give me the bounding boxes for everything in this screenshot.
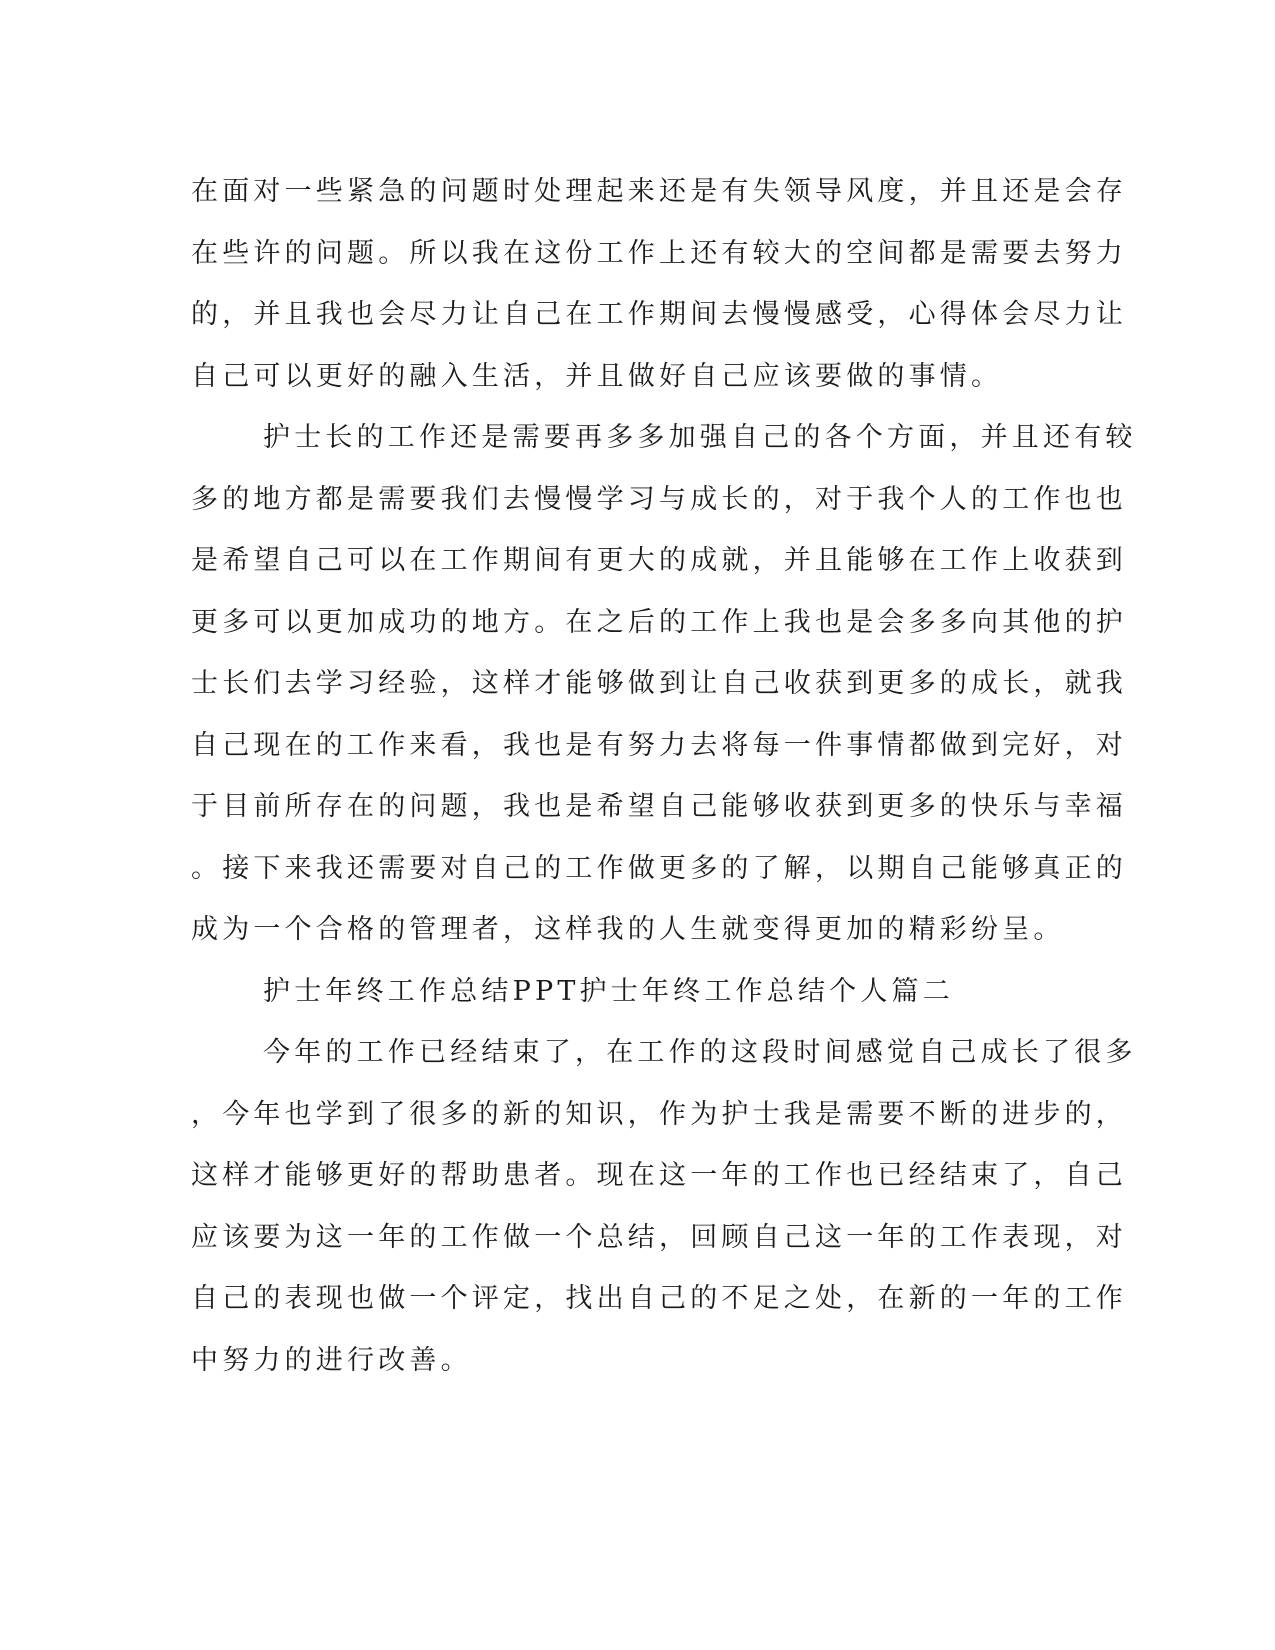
text-line: 自己现在的工作来看，我也是有努力去将每一件事情都做到完好，对 — [191, 729, 1127, 761]
section-heading — [191, 961, 1071, 1023]
text-line: 中努力的进行改善。 — [191, 1344, 472, 1376]
paragraph — [191, 161, 1127, 407]
text-line: 。接下来我还需要对自己的工作做更多的了解，以期自己能够真正的 — [191, 852, 1127, 884]
text-line: 成为一个合格的管理者，这样我的人生就变得更加的精彩纷呈。 — [191, 914, 1065, 945]
text-line: 护士长的工作还是需要再多多加强自己的各个方面，并且还有较 — [263, 422, 1137, 453]
text-line: 这样才能够更好的帮助患者。现在这一年的工作也已经结束了，自己 — [191, 1160, 1127, 1191]
text-line: 今年的工作已经结束了，在工作的这段时间感觉自己成长了很多 — [263, 1037, 1137, 1068]
paragraph — [191, 407, 1137, 961]
text-line: 自己的表现也做一个评定，找出自己的不足之处，在新的一年的工作 — [191, 1283, 1127, 1314]
text-line: 更多可以更加成功的地方。在之后的工作上我也是会多多向其他的护 — [191, 606, 1127, 638]
text-line: 在面对一些紧急的问题时处理起来还是有失领导风度，并且还是会存 — [191, 176, 1127, 207]
text-line: 是希望自己可以在工作期间有更大的成就，并且能够在工作上收获到 — [191, 545, 1127, 576]
text-line: 应该要为这一年的工作做一个总结，回顾自己这一年的工作表现，对 — [191, 1221, 1127, 1253]
text-line: 在些许的问题。所以我在这份工作上还有较大的空间都是需要去努力 — [191, 237, 1127, 269]
text-line: 于目前所存在的问题，我也是希望自己能够收获到更多的快乐与幸福 — [191, 791, 1127, 822]
text-line: 自己可以更好的融入生活，并且做好自己应该要做的事情。 — [191, 360, 1003, 392]
text-line: ，今年也学到了很多的新的知识，作为护士我是需要不断的进步的， — [191, 1098, 1127, 1130]
heading-line: 护士年终工作总结PPT护士年终工作总结个人篇二 — [263, 975, 954, 1007]
text-line: 多的地方都是需要我们去慢慢学习与成长的，对于我个人的工作也也 — [191, 483, 1127, 515]
text-line: 的，并且我也会尽力让自己在工作期间去慢慢感受，心得体会尽力让 — [191, 299, 1127, 330]
paragraph — [191, 1022, 1137, 1391]
text-line: 士长们去学习经验，这样才能够做到让自己收获到更多的成长，就我 — [191, 668, 1127, 699]
document-body — [191, 161, 1137, 1391]
